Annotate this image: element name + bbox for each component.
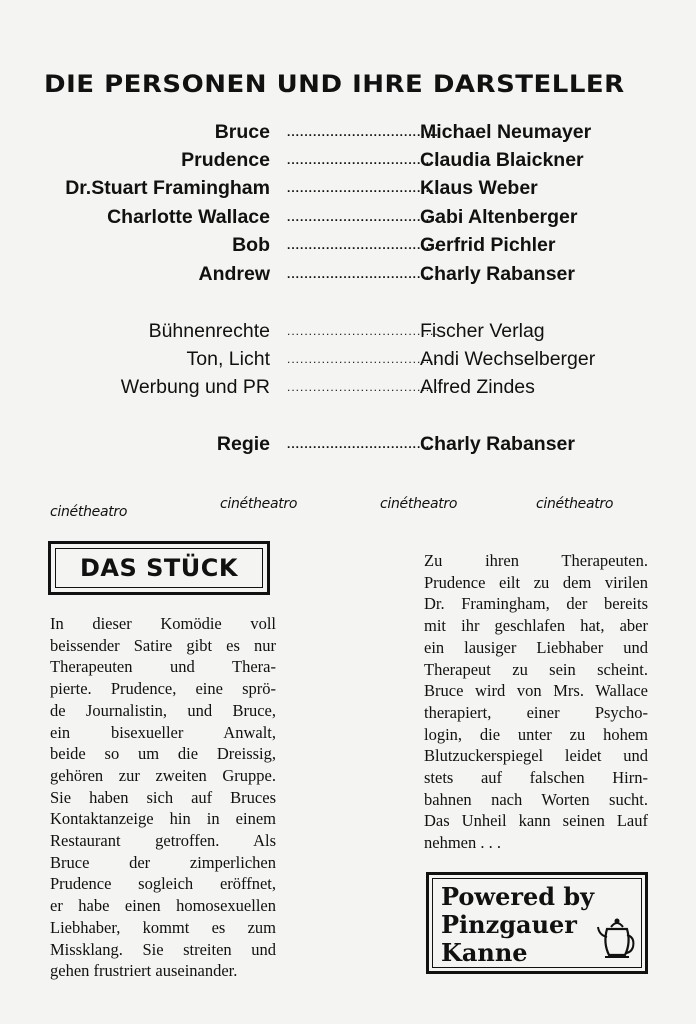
text-line: nehmen . . . bbox=[424, 833, 501, 853]
crew-row bbox=[0, 317, 696, 345]
role-label: Regie bbox=[216, 433, 270, 455]
text-line: beissender Satire gibt es nur bbox=[50, 635, 276, 655]
role-label: Ton, Licht bbox=[186, 348, 270, 370]
text-line: Prudence eilt zu dem virilen bbox=[424, 572, 648, 592]
actor-name: Klaus Weber bbox=[420, 177, 538, 199]
role-label: Werbung und PR bbox=[120, 376, 270, 398]
leader-dots: ................................... bbox=[287, 210, 439, 224]
cast-row bbox=[0, 231, 696, 259]
sponsor-box bbox=[426, 872, 648, 974]
role-label: Andrew bbox=[198, 263, 270, 285]
synopsis-right-column bbox=[424, 550, 648, 854]
text-line: bahnen nach Worten sucht. bbox=[424, 789, 648, 809]
role-label: Bühnenrechte bbox=[148, 320, 270, 342]
sponsor-text bbox=[432, 878, 642, 968]
section-title-box bbox=[48, 541, 270, 595]
text-line: mit ihr geschlafen hat, aber bbox=[424, 616, 648, 636]
section-title: DAS STÜCK bbox=[55, 548, 263, 588]
role-label: Dr.Stuart Framingham bbox=[65, 177, 270, 199]
sponsor-line: Powered by bbox=[441, 882, 595, 911]
text-line: Kontaktanzeige hin in einem bbox=[50, 809, 276, 829]
crew-name: Alfred Zindes bbox=[420, 376, 535, 398]
cinetheatro-logo: cinétheatro bbox=[220, 496, 298, 512]
director-name: Charly Rabanser bbox=[420, 433, 575, 455]
text-line: er habe einen homosexuellen bbox=[50, 896, 276, 916]
text-line: Therapeut zu sein scheint. bbox=[424, 659, 648, 679]
text-line: gehören zur zweiten Gruppe. bbox=[50, 765, 276, 785]
cast-row bbox=[0, 146, 696, 174]
text-line: In dieser Komödie voll bbox=[50, 614, 276, 633]
text-line: Sie haben sich auf Bruces bbox=[50, 787, 276, 807]
text-line: ein lausiger Liebhaber und bbox=[424, 637, 648, 657]
role-label: Bob bbox=[232, 234, 270, 256]
leader-dots: ................................... bbox=[287, 238, 439, 252]
leader-dots: ................................... bbox=[287, 324, 439, 338]
sponsor-line: Kanne bbox=[441, 938, 528, 967]
text-line: Therapeuten und Thera- bbox=[50, 657, 276, 677]
crew-name: Andi Wechselberger bbox=[420, 348, 596, 370]
direction-row bbox=[0, 430, 696, 458]
role-label: Bruce bbox=[214, 121, 270, 143]
text-line: Bruce wird von Mrs. Wallace bbox=[424, 681, 648, 701]
teapot-icon bbox=[597, 913, 637, 963]
cinetheatro-logo: cinétheatro bbox=[536, 496, 614, 512]
actor-name: Michael Neumayer bbox=[420, 121, 592, 143]
text-line: Dr. Framingham, der bereits bbox=[424, 594, 648, 614]
text-line: pierte. Prudence, eine sprö- bbox=[50, 679, 276, 699]
text-line: Bruce der zimperlichen bbox=[50, 852, 276, 872]
text-line: Restaurant getroffen. Als bbox=[50, 831, 276, 851]
text-line: de Journalistin, und Bruce, bbox=[50, 700, 276, 720]
actor-name: Gerfrid Pichler bbox=[420, 234, 556, 256]
text-line: Blutzuckerspiegel leidet und bbox=[424, 746, 648, 766]
text-line: Zu ihren Therapeuten. bbox=[424, 551, 648, 570]
cast-row bbox=[0, 260, 696, 288]
text-line: gehen frustriert auseinander. bbox=[50, 961, 238, 981]
logo-strip bbox=[0, 492, 696, 522]
text-line: Prudence sogleich eröffnet, bbox=[50, 874, 276, 894]
cast-row bbox=[0, 174, 696, 202]
actor-name: Claudia Blaickner bbox=[420, 149, 584, 171]
role-label: Charlotte Wallace bbox=[107, 206, 270, 228]
text-line: beide so um die Dreissig, bbox=[50, 744, 276, 764]
text-line: login, die unter zu hohem bbox=[424, 724, 648, 744]
text-line: therapiert, einer Psycho- bbox=[424, 702, 648, 722]
leader-dots: ................................... bbox=[287, 125, 439, 139]
leader-dots: ................................... bbox=[287, 352, 439, 366]
role-label: Prudence bbox=[181, 149, 270, 171]
cast-row bbox=[0, 203, 696, 231]
synopsis-left-column bbox=[50, 613, 276, 982]
text-line: stets auf falschen Hirn- bbox=[424, 768, 648, 788]
leader-dots: ................................... bbox=[287, 181, 439, 195]
text-line: Liebhaber, kommt es zum bbox=[50, 917, 276, 937]
text-line: Missklang. Sie streiten und bbox=[50, 939, 276, 959]
cinetheatro-logo: cinétheatro bbox=[380, 496, 458, 512]
text-line: ein bisexueller Anwalt, bbox=[50, 722, 276, 742]
crew-name: Fischer Verlag bbox=[420, 320, 545, 342]
crew-row bbox=[0, 345, 696, 373]
actor-name: Charly Rabanser bbox=[420, 263, 575, 285]
leader-dots: ................................... bbox=[287, 267, 439, 281]
cast-row bbox=[0, 118, 696, 146]
sponsor-line: Pinzgauer bbox=[441, 910, 577, 939]
cinetheatro-logo: cinétheatro bbox=[50, 504, 128, 520]
crew-row bbox=[0, 373, 696, 401]
page-heading: DIE PERSONEN UND IHRE DARSTELLER bbox=[44, 70, 625, 99]
leader-dots: ................................... bbox=[287, 437, 439, 451]
leader-dots: ................................... bbox=[287, 153, 439, 167]
text-line: Das Unheil kann seinen Lauf bbox=[424, 811, 648, 831]
actor-name: Gabi Altenberger bbox=[420, 206, 578, 228]
leader-dots: ................................... bbox=[287, 380, 439, 394]
